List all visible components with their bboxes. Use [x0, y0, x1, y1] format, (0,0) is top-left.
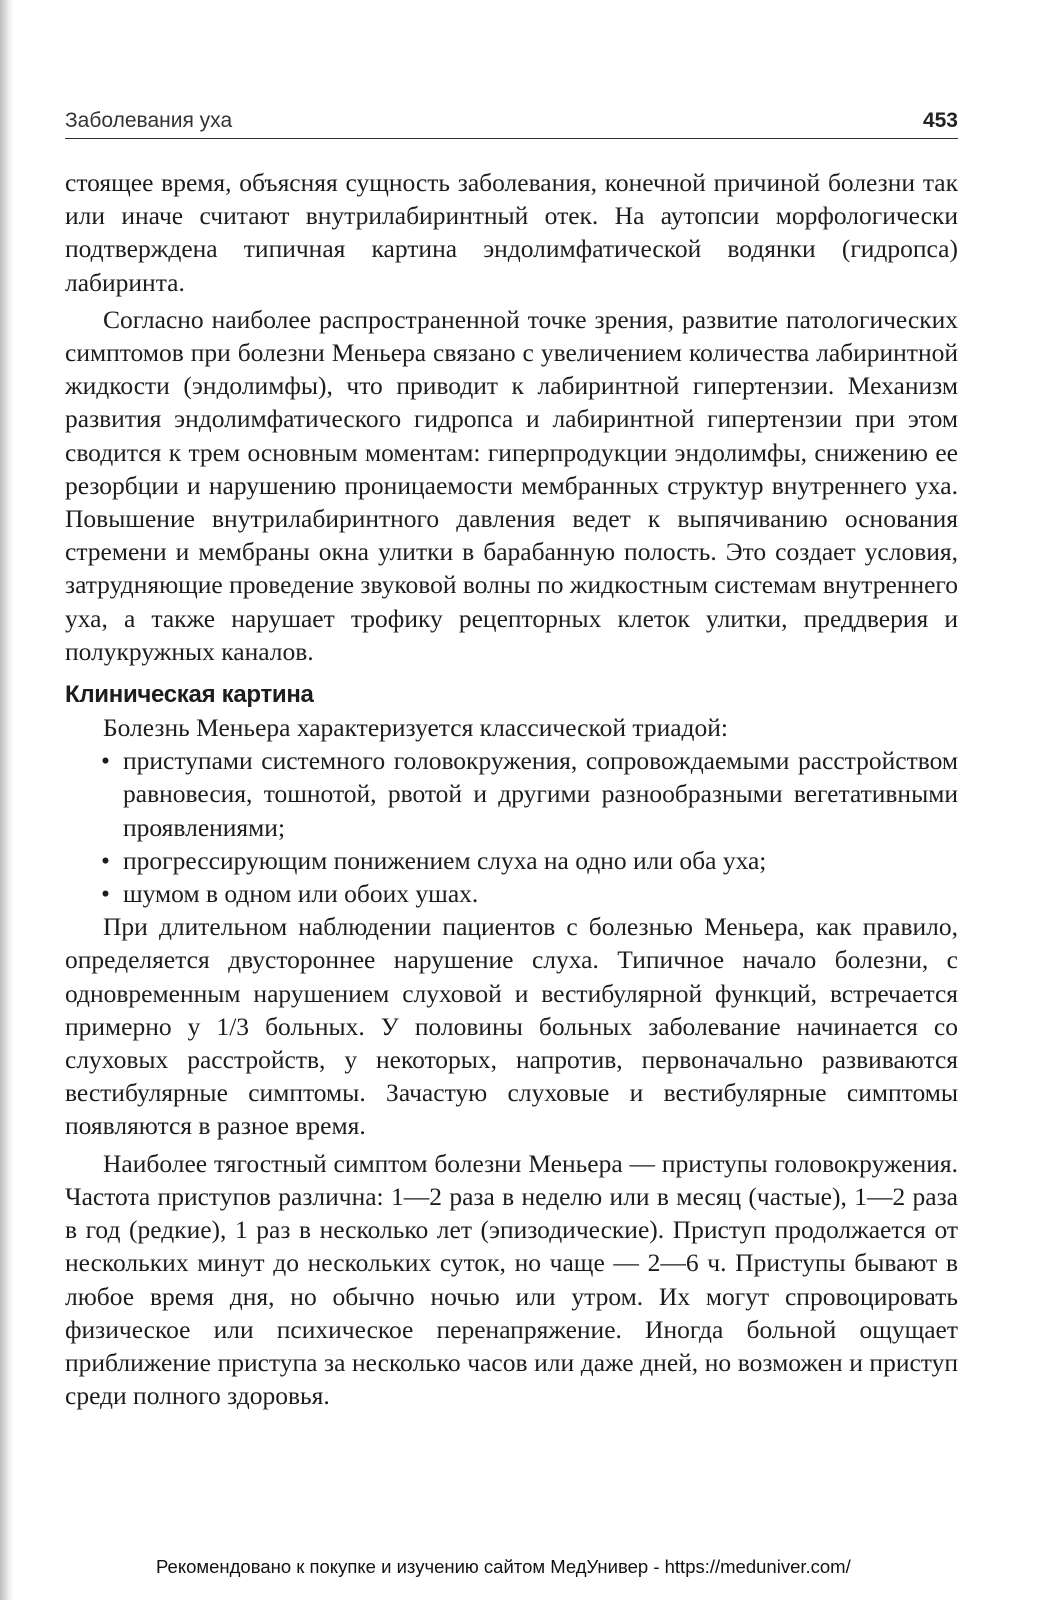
- footer-note: Рекомендовано к покупке и изучению сайтом МедУнивер - https://meduniver.com/: [156, 1556, 851, 1577]
- running-header: [65, 104, 958, 139]
- triad-list: [65, 744, 958, 910]
- book-spine-shadow: [0, 0, 14, 1600]
- list-item: • шумом в одном или обоих ушах.: [123, 877, 958, 910]
- page-body: [65, 166, 958, 1412]
- chapter-title: Заболевания уха: [65, 109, 233, 132]
- paragraph-pathogenesis: Согласно наиболее распространенной точке зрения, развитие патологических симптомов при болезни Меньера связано с увеличением количества лабиринтной жидкости (эндолимфы), что приводит к лабиринтной гипертензии. Механизм развития эндолимфатического гидропса и лабиринтной гипертензии при этом сводится к трем основным моментам: гиперпродукции эндолимфы, снижению ее резорбции и нарушению проницаемости мембранных структур внутреннего уха. Повышение внутрилабиринтного давления ведет к выпячиванию основания стремени и мембраны окна улитки в барабанную полость. Это создает условия, затрудняющие проведение звуковой волны по жидкостным системам внутреннего уха, а также нарушает трофику рецепторных клеток улитки, преддверия и полукружных каналов.: [65, 304, 958, 666]
- paragraph-vertigo: Наиболее тягостный симптом болезни Меньера — приступы головокружения. Частота приступов различна: 1—2 раза в неделю или в месяц (частые), 1—2 раза в год (редкие), 1 раз в несколько лет (эпизодические). Приступ продолжается от нескольких минут до нескольких суток, но чаще — 2—6 ч. Приступы бывают в любое время дня, но обычно ночью или утром. Их могут спровоцировать физическое или психическое перенапряжение. Иногда больной ощущает приближение приступа за несколько часов или даже дней, но возможен и приступ среди полного здоровья.: [65, 1148, 958, 1411]
- paragraph-observation: При длительном наблюдении пациентов с болезнью Меньера, как правило, определяется двустороннее нарушение слуха. Типичное начало болезни, с одновременным нарушением слуховой и вестибулярной функций, встречается примерно у 1/3 больных. У половины больных заболевание начинается со слуховых расстройств, у некоторых, напротив, первоначально развиваются вестибулярные симптомы. Зачастую слуховые и вестибулярные симптомы появляются в разное время.: [65, 912, 958, 1141]
- page-number: 453: [922, 109, 958, 132]
- paragraph-continued: стоящее время, объясняя сущность заболевания, конечной причиной болезни так или иначе считают внутрилабиринтный отек. На аутопсии морфологически подтверждена типичная картина эндолимфатической водянки (гидропса) лабиринта.: [65, 168, 958, 297]
- section-heading: Клиническая картина: [65, 681, 314, 709]
- list-item: • приступами системного головокружения, сопровождаемыми расстройством равновесия, тошнотой, рвотой и другими разнообразными вегетативными проявлениями;: [123, 744, 958, 844]
- list-item: • прогрессирующим понижением слуха на одно или оба уха;: [123, 844, 958, 877]
- section-intro: Болезнь Меньера характеризуется классической триадой:: [103, 713, 728, 743]
